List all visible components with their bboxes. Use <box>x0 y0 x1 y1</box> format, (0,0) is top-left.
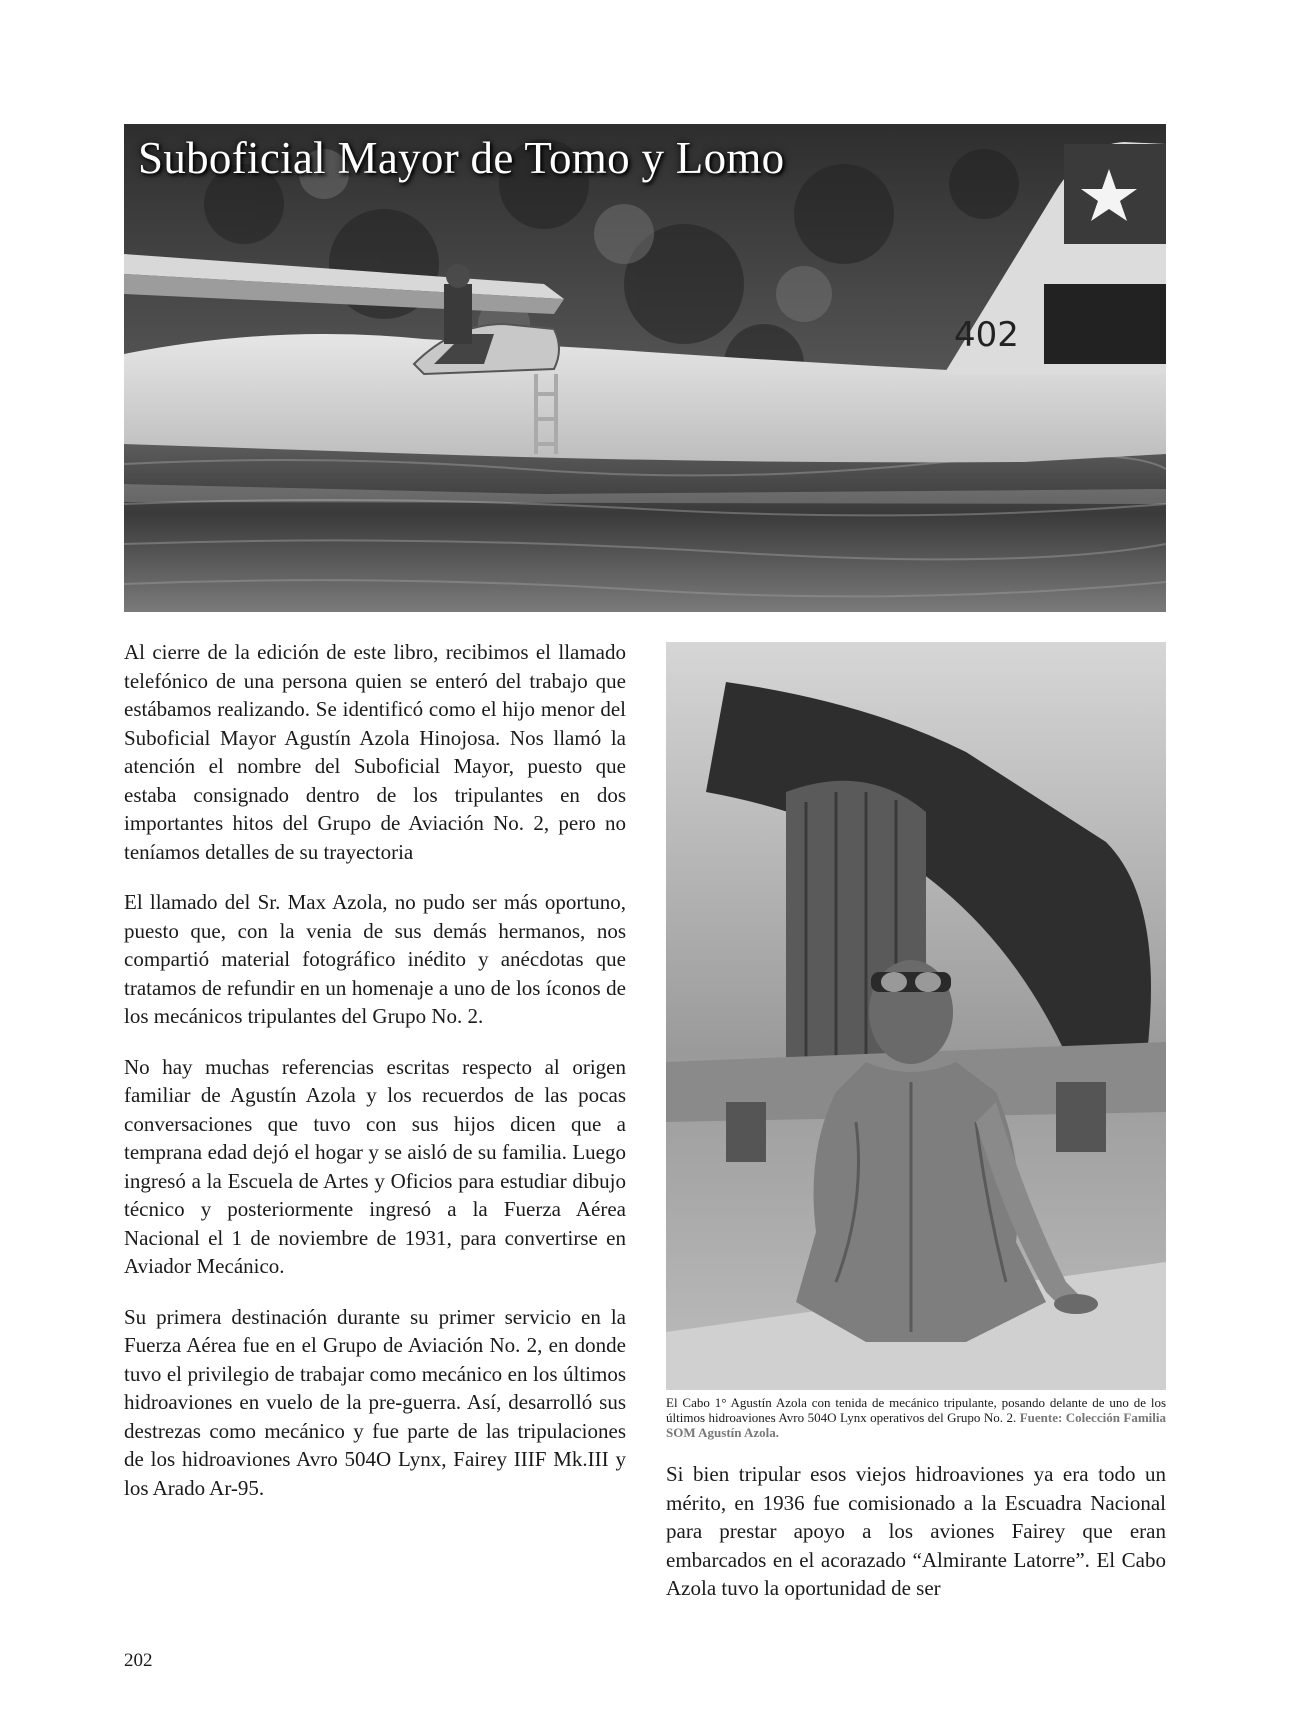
hero-photo <box>124 124 1166 612</box>
seaplane-photo-illustration <box>124 124 1166 612</box>
paragraph: El llamado del Sr. Max Azola, no pudo ser más oportuno, puesto que, con la venia de sus demás hermanos, nos compartió material fotográfico inédito y anécdotas que tratamos de refundir en un homenaje a uno de los íconos de los mecánicos tripulantes del Grupo No. 2. <box>124 890 626 1028</box>
left-column <box>124 638 626 1524</box>
paragraph: Su primera destinación durante su primer servicio en la Fuerza Aérea fue en el Grupo de Aviación No. 2, en donde tuvo el privilegio de trabajar como mecánico en los últimos hidroaviones en vuelo de la pre-guerra. Así, desarrolló sus destrezas como mecánico y fue parte de las tripulaciones de los hidroaviones Avro 504O Lynx, Fairey IIIF Mk.III y los Arado Ar-95. <box>124 1304 626 1500</box>
paragraph: Si bien tripular esos viejos hidroaviones ya era todo un mérito, en 1936 fue comisionado a la Escuadra Nacional para prestar apoyo a los aviones Fairey que eran embarcados en el acorazado “Almirante Latorre”. El Cabo Azola tuvo la oportunidad de ser <box>666 1462 1166 1600</box>
paragraph: No hay muchas referencias escritas respecto al origen familiar de Agustín Azola y los recuerdos de las pocas conversaciones que tuvo con sus hijos dicen que a temprana edad dejó el hogar y se aisló de su familia. Luego ingresó a la Escuela de Artes y Oficios para estudiar dibujo técnico y posteriormente ingresó a la Fuerza Aérea Nacional el 1 de noviembre de 1931, para convertirse en Aviador Mecánico. <box>124 1054 626 1278</box>
caption-text: El Cabo 1° Agustín Azola con tenida de mecánico tripulante, posando delante de uno de los últimos hidroaviones Avro 504O Lynx operativos del Grupo No. 2. <box>666 1395 1166 1425</box>
paragraph: Al cierre de la edición de este libro, recibimos el llamado telefónico de una persona quien se enteró del trabajo que estábamos realizando. Se identificó como el hijo menor del Suboficial Mayor Agustín Azola Hinojosa. Nos llamó la atención el nombre del Suboficial Mayor, puesto que estaba consignado dentro de los tripulantes en dos importantes hitos del Grupo de Aviación No. 2, pero no teníamos detalles de su trayectoria <box>124 640 626 864</box>
page-number: 202 <box>124 1650 153 1671</box>
portrait-photo <box>666 642 1166 1390</box>
caption-source: Fuente: Colección Familia SOM Agustín Azola. <box>666 1410 1167 1440</box>
figure-caption <box>666 1395 1166 1440</box>
mechanic-photo-illustration <box>666 642 1166 1390</box>
page-title: Suboficial Mayor de Tomo y Lomo <box>138 133 785 183</box>
tail-number: 402 <box>954 315 1019 355</box>
right-column <box>666 1460 1166 1625</box>
